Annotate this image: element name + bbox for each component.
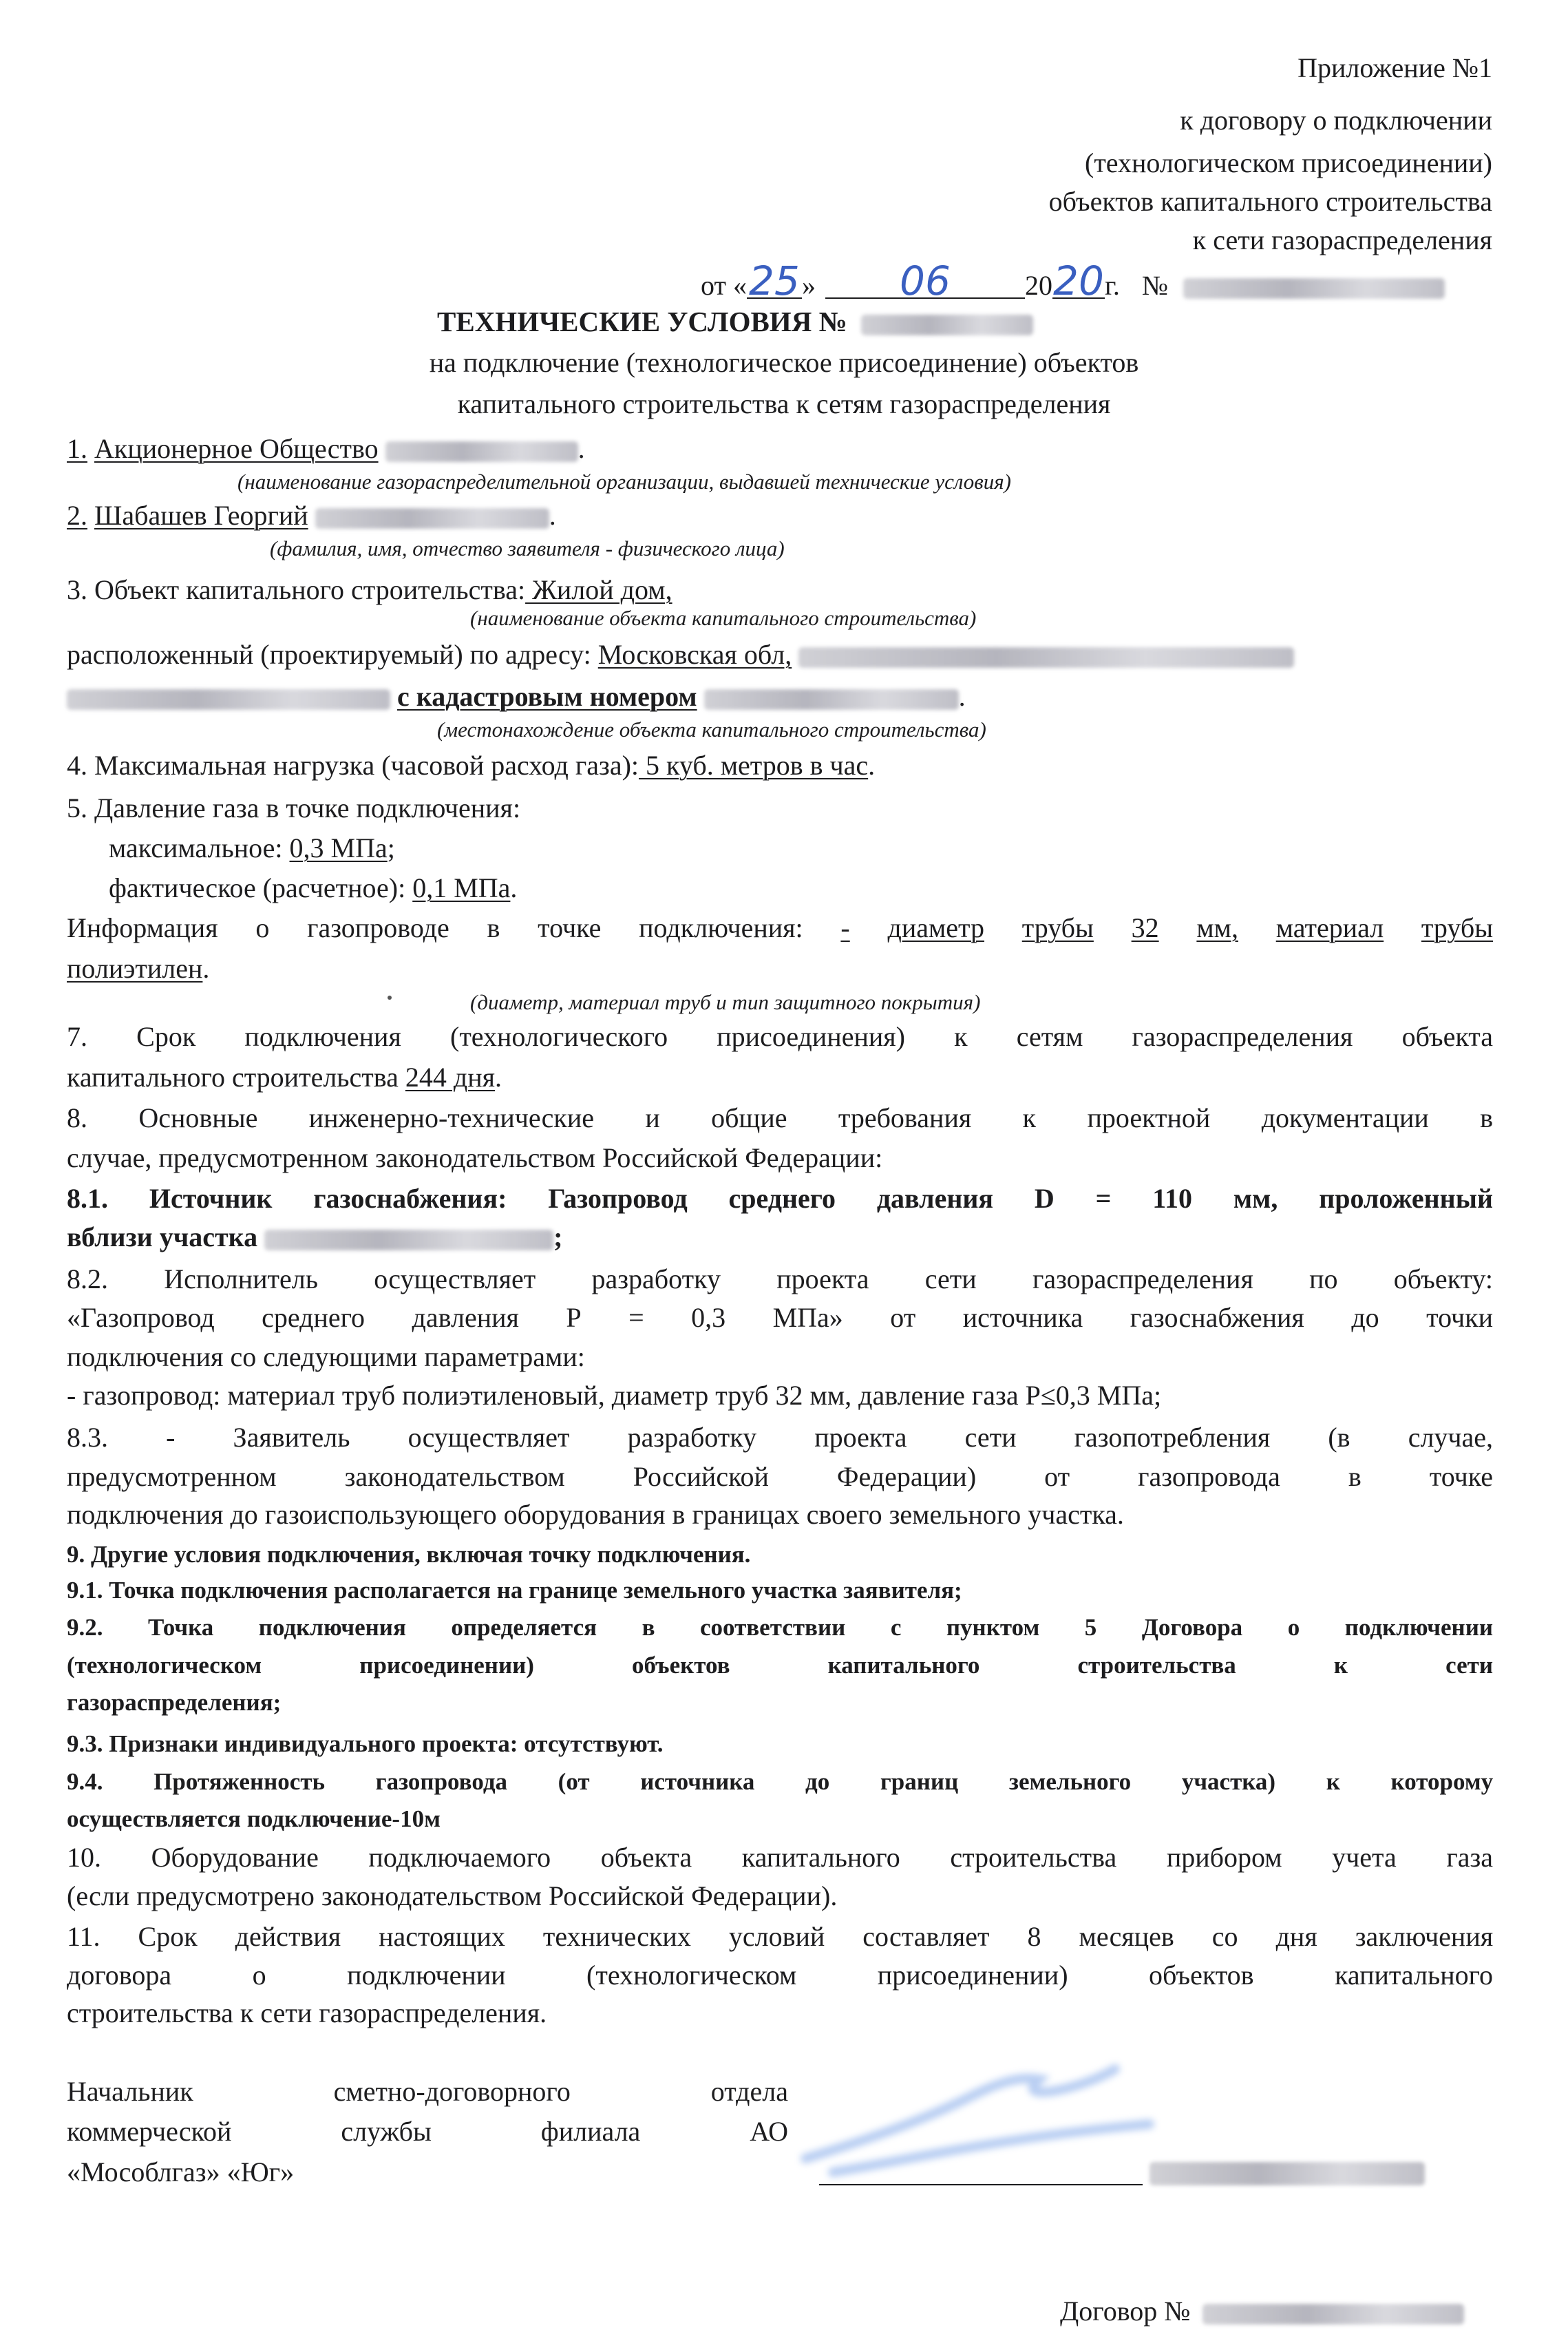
w: филиала	[540, 2116, 641, 2147]
w: (технологическом	[586, 1960, 797, 1991]
w: 8.1.	[67, 1183, 108, 1214]
item-9-4-line-2: осуществляется подключение-10м	[67, 1805, 441, 1832]
item-2-num: 2.	[67, 500, 87, 531]
connection-term: 244 дня	[405, 1062, 496, 1093]
pipe-material: полиэтилен	[67, 953, 203, 984]
w: Источник	[149, 1183, 273, 1214]
w: (в	[1328, 1422, 1350, 1453]
item-9: 9. Другие условия подключения, включая точку подключения.	[67, 1541, 751, 1568]
w: подключении	[1344, 1614, 1494, 1641]
w: давления	[876, 1183, 994, 1214]
w: среднего	[262, 1302, 365, 1333]
signature-line-2	[67, 2112, 788, 2151]
w: газоснабжения:	[313, 1183, 507, 1214]
w: объекту:	[1393, 1263, 1494, 1294]
w: к	[954, 1021, 968, 1052]
redacted-signatory-name	[1149, 2162, 1425, 2185]
w: 110	[1152, 1183, 1193, 1214]
item-8-3-line-3: подключения до газоиспользующего оборудования в границах своего земельного участка.	[67, 1499, 1124, 1530]
w: газопроводе	[307, 912, 449, 943]
max-pressure-label: максимальное:	[109, 832, 283, 863]
w: трубы	[1421, 912, 1494, 943]
item-10-line-2: (если предусмотрено законодательством Российской Федерации).	[67, 1880, 838, 1911]
w: объектов	[632, 1652, 730, 1679]
w: 9.2.	[67, 1614, 103, 1641]
w: сети	[964, 1422, 1017, 1453]
item-2-end: .	[549, 500, 556, 531]
cadastral-label: с кадастровым номером	[397, 681, 697, 712]
w: инженерно-технические	[308, 1102, 595, 1133]
item-11-line-1	[67, 1918, 1493, 1956]
w: пунктом	[946, 1614, 1040, 1641]
address-line-2	[67, 678, 966, 715]
w: Р	[566, 1302, 582, 1333]
item-9-4-line-1	[67, 1764, 1493, 1800]
w: общие	[711, 1102, 787, 1133]
w: 11.	[67, 1921, 100, 1952]
redacted-contract-number	[1183, 278, 1445, 299]
item-3-value: Жилой дом,	[525, 574, 672, 605]
redacted-tu-number	[861, 315, 1033, 335]
w: договора	[67, 1960, 172, 1991]
item-8-2-line-3: подключения со следующими параметрами:	[67, 1341, 585, 1372]
w: точке	[1429, 1461, 1493, 1492]
w: 32	[1131, 912, 1159, 943]
w: о	[1287, 1614, 1300, 1641]
appendix-line-3: (технологическом присоединении)	[1085, 147, 1492, 178]
w: до	[805, 1768, 830, 1795]
w: Федерации)	[836, 1461, 977, 1492]
w: 8.	[67, 1102, 87, 1133]
item-2	[67, 497, 556, 534]
date-close-quote: »	[801, 270, 816, 301]
w: D	[1034, 1183, 1055, 1214]
fact-pressure-value: 0,1 МПа	[412, 872, 511, 903]
item-10-line-1	[67, 1838, 1493, 1877]
item-3-caption: (наименование объекта капитального строительства)	[470, 606, 977, 630]
w: Срок	[136, 1021, 196, 1052]
w: -	[166, 1422, 176, 1453]
w: 8.2.	[67, 1263, 108, 1294]
w: составляет	[862, 1921, 990, 1952]
date-line	[701, 258, 1445, 304]
date-year-suffix: 20	[1053, 258, 1104, 304]
item-8-2-line-2	[67, 1299, 1493, 1337]
w: с	[890, 1614, 902, 1641]
item-2-text: Шабашев Георгий	[94, 500, 308, 531]
w: (технологического	[450, 1021, 668, 1052]
w: газа	[1446, 1842, 1494, 1873]
date-year-end: г.	[1104, 270, 1120, 301]
date-day: 25	[747, 264, 802, 299]
w: требования	[838, 1102, 972, 1133]
item-7-line-2	[67, 1059, 502, 1096]
fact-pressure-label: фактическое (расчетное):	[109, 872, 406, 903]
item-6-caption: (диаметр, материал труб и тип защитного покрытия)	[470, 990, 981, 1014]
w: объекта	[600, 1842, 692, 1873]
item-1-text: Акционерное Общество	[94, 433, 379, 464]
item-7-end: .	[495, 1062, 502, 1093]
w: подключения	[258, 1614, 406, 1641]
w: к	[1326, 1768, 1340, 1795]
w: законодательством	[344, 1461, 565, 1492]
appendix-line-4: объектов капитального строительства	[1048, 186, 1492, 217]
item-8-1-line-1	[67, 1179, 1493, 1218]
redacted-address-2	[67, 689, 390, 710]
w: предусмотренном	[67, 1461, 277, 1492]
item-5-max	[109, 830, 395, 867]
item-7-line-1	[67, 1018, 1493, 1056]
w: газоснабжения	[1130, 1302, 1304, 1333]
w: 9.4.	[67, 1768, 103, 1795]
handwritten-signature	[792, 2055, 1177, 2186]
w: по	[1309, 1263, 1338, 1294]
item-1-caption: (наименование газораспределительной организации, выдавшей технические условия)	[237, 470, 1011, 494]
w: (технологическом	[67, 1652, 262, 1679]
w: учета	[1332, 1842, 1397, 1873]
signature-line-1	[67, 2072, 788, 2111]
w: от	[890, 1302, 916, 1333]
w: строительства	[950, 1842, 1117, 1873]
w: случае,	[1408, 1422, 1494, 1453]
w: присоединения)	[717, 1021, 905, 1052]
item-3-num: 3.	[67, 574, 87, 605]
w: к	[1333, 1652, 1348, 1679]
w: заключения	[1355, 1921, 1494, 1952]
redacted-address-1	[798, 647, 1294, 668]
w: соответствии	[700, 1614, 846, 1641]
w: МПа»	[772, 1302, 843, 1333]
w: мм,	[1196, 912, 1238, 943]
w: материал	[1275, 912, 1384, 943]
w: присоединении)	[359, 1652, 534, 1679]
w: Заявитель	[233, 1422, 350, 1453]
redacted-footer-contract-number	[1203, 2304, 1464, 2324]
w: разработку	[591, 1263, 721, 1294]
w: 10.	[67, 1842, 101, 1873]
w: сметно-договорного	[333, 2076, 571, 2107]
w: Российской	[633, 1461, 769, 1492]
w: и	[645, 1102, 660, 1133]
item-9-3: 9.3. Признаки индивидуального проекта: отсутствуют.	[67, 1730, 664, 1757]
w: в	[1480, 1102, 1494, 1133]
w: газопотребления	[1074, 1422, 1271, 1453]
w: осуществляет	[374, 1263, 536, 1294]
max-pressure-end: ;	[387, 832, 395, 863]
address-end: .	[958, 681, 966, 712]
w: трубы	[1021, 912, 1094, 943]
w: сети	[924, 1263, 977, 1294]
w: источника	[962, 1302, 1083, 1333]
w: 5	[1084, 1614, 1097, 1641]
w: присоединении)	[877, 1960, 1068, 1991]
w: капитального	[1335, 1960, 1494, 1991]
item-1-num: 1.	[67, 433, 87, 464]
w: Начальник	[67, 2076, 193, 2107]
w: Основные	[138, 1102, 258, 1133]
item-8-1-end: ;	[553, 1221, 563, 1252]
w: со	[1211, 1921, 1238, 1952]
w: -	[840, 912, 850, 943]
w: Протяженность	[153, 1768, 326, 1795]
item-4-label: Максимальная нагрузка (часовой расход газа):	[94, 750, 639, 781]
footer-contract-label: Договор №	[1060, 2296, 1191, 2327]
item-9-2-line-1	[67, 1610, 1493, 1646]
w: давления	[412, 1302, 519, 1333]
fact-pressure-end: .	[510, 872, 518, 903]
w: Договора	[1141, 1614, 1243, 1641]
w: диаметр	[887, 912, 985, 943]
item-5	[67, 790, 520, 827]
w: объектов	[1149, 1960, 1254, 1991]
w: документации	[1261, 1102, 1429, 1133]
w: Исполнитель	[164, 1263, 318, 1294]
w: которому	[1390, 1768, 1494, 1795]
w: о	[255, 912, 270, 943]
w: точки	[1426, 1302, 1494, 1333]
w: АО	[750, 2116, 788, 2147]
signature-line-3: «Мособлгаз» «Юг»	[67, 2156, 295, 2187]
w: капитального	[827, 1652, 980, 1679]
item-8-1-text: вблизи участка	[67, 1221, 258, 1252]
w: к	[1022, 1102, 1037, 1133]
w: месяцев	[1079, 1921, 1174, 1952]
title-sub-1: на подключение (технологическое присоединение) объектов	[429, 347, 1139, 378]
item-8-1-line-2	[67, 1219, 562, 1256]
document-title	[437, 303, 1033, 340]
item-9-2-line-3: газораспределения;	[67, 1689, 282, 1716]
footer-contract	[1060, 2293, 1464, 2330]
w: границ	[880, 1768, 959, 1795]
item-1-end: .	[578, 433, 585, 464]
w: 7.	[67, 1021, 87, 1052]
w: настоящих	[379, 1921, 505, 1952]
w: сети	[1445, 1652, 1494, 1679]
w: условий	[728, 1921, 825, 1952]
item-5-label: Давление газа в точке подключения:	[94, 792, 521, 823]
item-4-value: 5 куб. метров в час	[639, 750, 869, 781]
item-3	[67, 571, 672, 609]
w: подключении	[347, 1960, 506, 1991]
w: сетям	[1016, 1021, 1083, 1052]
w: газораспределения	[1132, 1021, 1353, 1052]
w: газопровода	[1138, 1461, 1280, 1492]
address-value: Московская обл,	[597, 639, 792, 670]
appendix-line-1: Приложение №1	[1297, 52, 1492, 83]
w: проекта	[814, 1422, 907, 1453]
address-line-1	[67, 636, 1294, 673]
w: о	[252, 1960, 266, 1991]
w: от	[1044, 1461, 1070, 1492]
w: проекта	[776, 1263, 869, 1294]
item-8-2-line-4: - газопровод: материал труб полиэтиленовый, диаметр труб 32 мм, давление газа Р≤0,3 МПа;	[67, 1380, 1162, 1411]
appendix-line-5: к сети газораспределения	[1192, 224, 1492, 255]
w: в	[642, 1614, 655, 1641]
w: 8	[1027, 1921, 1041, 1952]
address-caption: (местонахождение объекта капитального строительства)	[437, 717, 986, 742]
w: подключения	[244, 1021, 401, 1052]
w: действия	[235, 1921, 341, 1952]
w: в	[1348, 1461, 1362, 1492]
item-9-2-line-2	[67, 1648, 1493, 1683]
scan-speck	[388, 996, 392, 1000]
item-4-num: 4.	[67, 750, 87, 781]
date-year-prefix: 20	[1024, 270, 1052, 301]
item-4	[67, 747, 875, 784]
item-9-1: 9.1. Точка подключения располагается на границе земельного участка заявителя;	[67, 1577, 962, 1604]
item-4-end: .	[868, 750, 876, 781]
title-text: ТЕХНИЧЕСКИЕ УСЛОВИЯ №	[437, 306, 847, 337]
item-8-2-line-1	[67, 1260, 1493, 1299]
w: газораспределения	[1032, 1263, 1253, 1294]
w: до	[1351, 1302, 1379, 1333]
w: Оборудование	[151, 1842, 319, 1873]
w: мм,	[1233, 1183, 1278, 1214]
w: газопровода	[375, 1768, 508, 1795]
w: в	[487, 912, 500, 943]
item-6-line-1	[67, 909, 1493, 947]
item-11-line-3: строительства к сети газораспределения.	[67, 1997, 547, 2028]
signature-rule	[819, 2184, 1143, 2185]
item-3-label: Объект капитального строительства:	[94, 574, 526, 605]
number-label: №	[1141, 270, 1169, 301]
w: подключения:	[639, 912, 803, 943]
w: источника	[640, 1768, 755, 1795]
w: службы	[341, 2116, 432, 2147]
item-6-end: .	[202, 953, 210, 984]
w: =	[628, 1302, 644, 1333]
item-5-num: 5.	[67, 792, 87, 823]
item-11-line-2	[67, 1956, 1493, 1995]
w: «Газопровод	[67, 1302, 215, 1333]
date-prefix: от «	[701, 270, 747, 301]
w: проектной	[1087, 1102, 1211, 1133]
max-pressure-value: 0,3 МПа	[289, 832, 388, 863]
w: отдела	[710, 2076, 788, 2107]
item-5-fact	[109, 870, 517, 907]
appendix-line-2: к договору о подключении	[1180, 105, 1492, 136]
w: Срок	[138, 1921, 198, 1952]
w: коммерческой	[67, 2116, 232, 2147]
w: строительства	[1077, 1652, 1236, 1679]
w: 8.3.	[67, 1422, 108, 1453]
w: точке	[538, 912, 602, 943]
w: объекта	[1401, 1021, 1493, 1052]
item-8-3-line-2	[67, 1458, 1493, 1496]
item-6-line-2	[67, 950, 209, 987]
w: среднего	[728, 1183, 836, 1214]
w: =	[1095, 1183, 1112, 1214]
w: Газопровод	[548, 1183, 688, 1214]
address-label: расположенный (проектируемый) по адресу:	[67, 639, 591, 670]
redacted-patronymic	[315, 508, 549, 529]
w: разработку	[627, 1422, 757, 1453]
item-8-line-2: случае, предусмотренном законодательством Российской Федерации:	[67, 1142, 883, 1173]
redacted-organization	[385, 441, 578, 462]
w: определяется	[451, 1614, 597, 1641]
redacted-cadastral-number	[704, 689, 959, 710]
item-1	[67, 430, 585, 468]
w: Информация	[67, 912, 218, 943]
w: участка)	[1181, 1768, 1276, 1795]
item-7-text: капитального строительства	[67, 1062, 399, 1093]
w: земельного	[1008, 1768, 1132, 1795]
redacted-location	[264, 1230, 553, 1250]
item-2-caption: (фамилия, имя, отчество заявителя - физического лица)	[270, 536, 785, 560]
w: технических	[542, 1921, 691, 1952]
title-sub-2: капитального строительства к сетям газораспределения	[457, 388, 1111, 419]
w: проложенный	[1319, 1183, 1493, 1214]
w: дня	[1275, 1921, 1317, 1952]
w: капитального	[741, 1842, 900, 1873]
w: 0,3	[691, 1302, 726, 1333]
w: подключаемого	[368, 1842, 551, 1873]
w: прибором	[1166, 1842, 1282, 1873]
date-month: 06	[825, 264, 1025, 299]
w: Точка	[148, 1614, 214, 1641]
w: осуществляет	[407, 1422, 570, 1453]
item-8-3-line-1	[67, 1418, 1493, 1457]
w: (от	[558, 1768, 590, 1795]
item-8-line-1	[67, 1099, 1493, 1137]
